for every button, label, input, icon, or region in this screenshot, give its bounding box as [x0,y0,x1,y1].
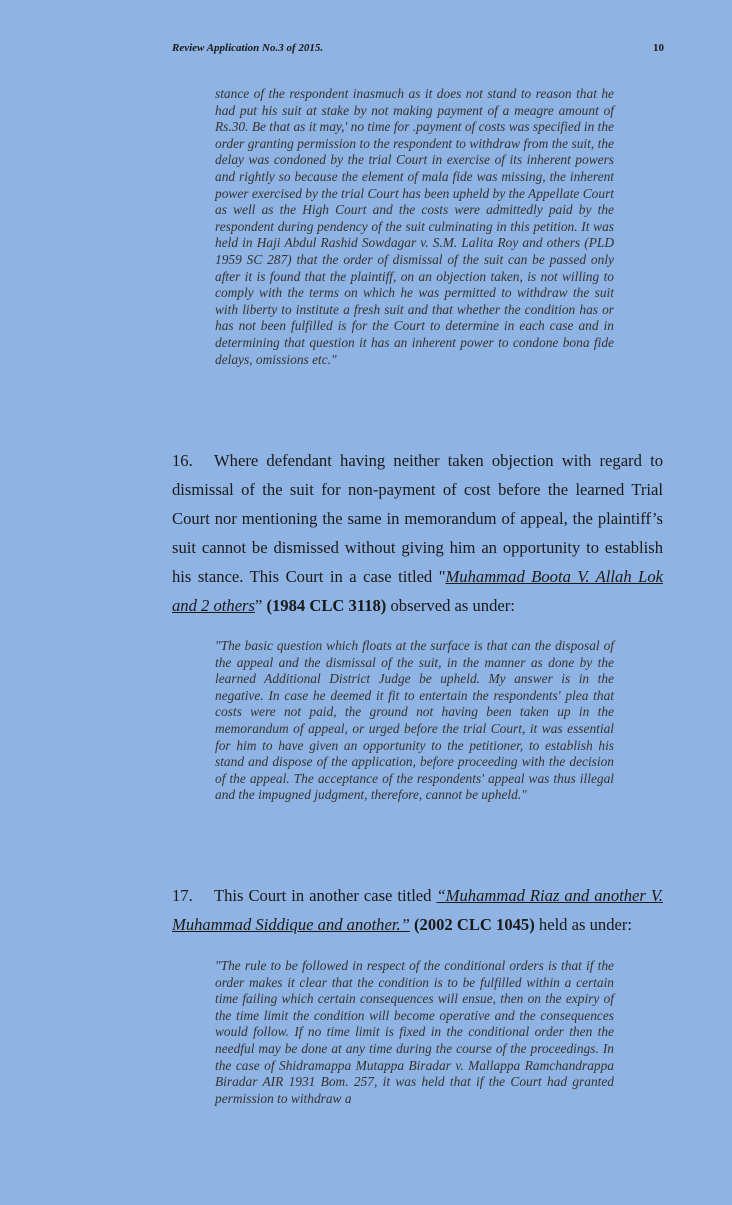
block-quote-1: stance of the respondent inasmuch as it does not stand to reason that he had put his suit at stake by not making payment of a meagre amount of Rs.30. Be that as it may,' no time for .payment of costs was specified in the order granting permission to the respondent to withdraw from the suit, the delay was condoned by the trial Court in exercise of its inherent powers and rightly so because the element of mala fide was missing, the inherent power exercised by the trial Court has been upheld by the Appellate Court as well as the High Court and the costs were admittedly paid by the respondent during pendency of the suit culminating in this petition. It was held in Haji Abdul Rashid Sowdagar v. S.M. Lalita Roy and others (PLD 1959 SC 287) that the order of dismissal of the suit can be passed only after it is found that the plaintiff, on an objection taken, is not willing to comply with the terms on which he was permitted to withdraw the suit with liberty to institute a fresh suit and that whether the condition has or has not been fulfilled is for the Court to determine in each case and in determining that question it has an inherent power to condone bona fide delays, omissions etc." [215,86,614,367]
paragraph-number: 17. [172,886,193,905]
paragraph-17 [172,881,663,939]
citation: (1984 CLC 3118) [266,596,387,615]
case-reference: Review Application No.3 of 2015. [172,42,324,54]
page-header [172,42,664,54]
paragraph-tail: observed as under: [386,596,515,615]
page-number: 10 [653,42,664,54]
citation: (2002 CLC 1045) [414,915,535,934]
paragraph-16 [172,446,663,620]
block-quote-3: "The rule to be followed in respect of the conditional orders is that if the order makes it clear that the condition is to be fulfilled within a certain time failing which certain consequences will ensue, then on the expiry of the time limit the condition will become operative and the consequences would follow. If no time limit is fixed in the conditional order then the needful may be done at any time during the course of the proceedings. In the case of Shidramappa Mutappa Biradar v. Mallappa Ramchandrappa Biradar AIR 1931 Bom. 257, it was held that if the Court had granted permission to withdraw a [215,958,614,1106]
paragraph-tail: held as under: [534,915,632,934]
paragraph-text: This Court in another case titled [214,886,437,905]
paragraph-text: Where defendant having neither taken objection with regard to dismissal of the suit for non-payment of cost before the learned Trial Court nor mentioning the same in memorandum of appeal, the plaintiff’s suit cannot be dismissed without giving him an opportunity to establish his stance. This Court in a case titled " [172,451,663,586]
case-title: “Muhammad Riaz and another V. Muhammad Siddique and another.” [172,886,663,934]
quote-close: ” [254,596,267,615]
block-quote-2: "The basic question which floats at the surface is that can the disposal of the appeal and the dismissal of the suit, in the manner as done by the learned Additional District Judge be upheld. My answer is in the negative. In case he deemed it fit to entertain the respondents' plea that costs were not paid, the ground not having been taken up in the memorandum of appeal, or urged before the trial Court, it was essential for him to have given an opportunity to the petitioner, to establish his stand and dispose of the application, before proceeding with the decision of the appeal. The acceptance of the respondents' appeal was thus illegal and the impugned judgment, therefore, cannot be upheld." [215,638,614,803]
case-title: Muhammad Boota V. Allah Lok and 2 others [172,567,663,615]
paragraph-number: 16. [172,451,193,470]
